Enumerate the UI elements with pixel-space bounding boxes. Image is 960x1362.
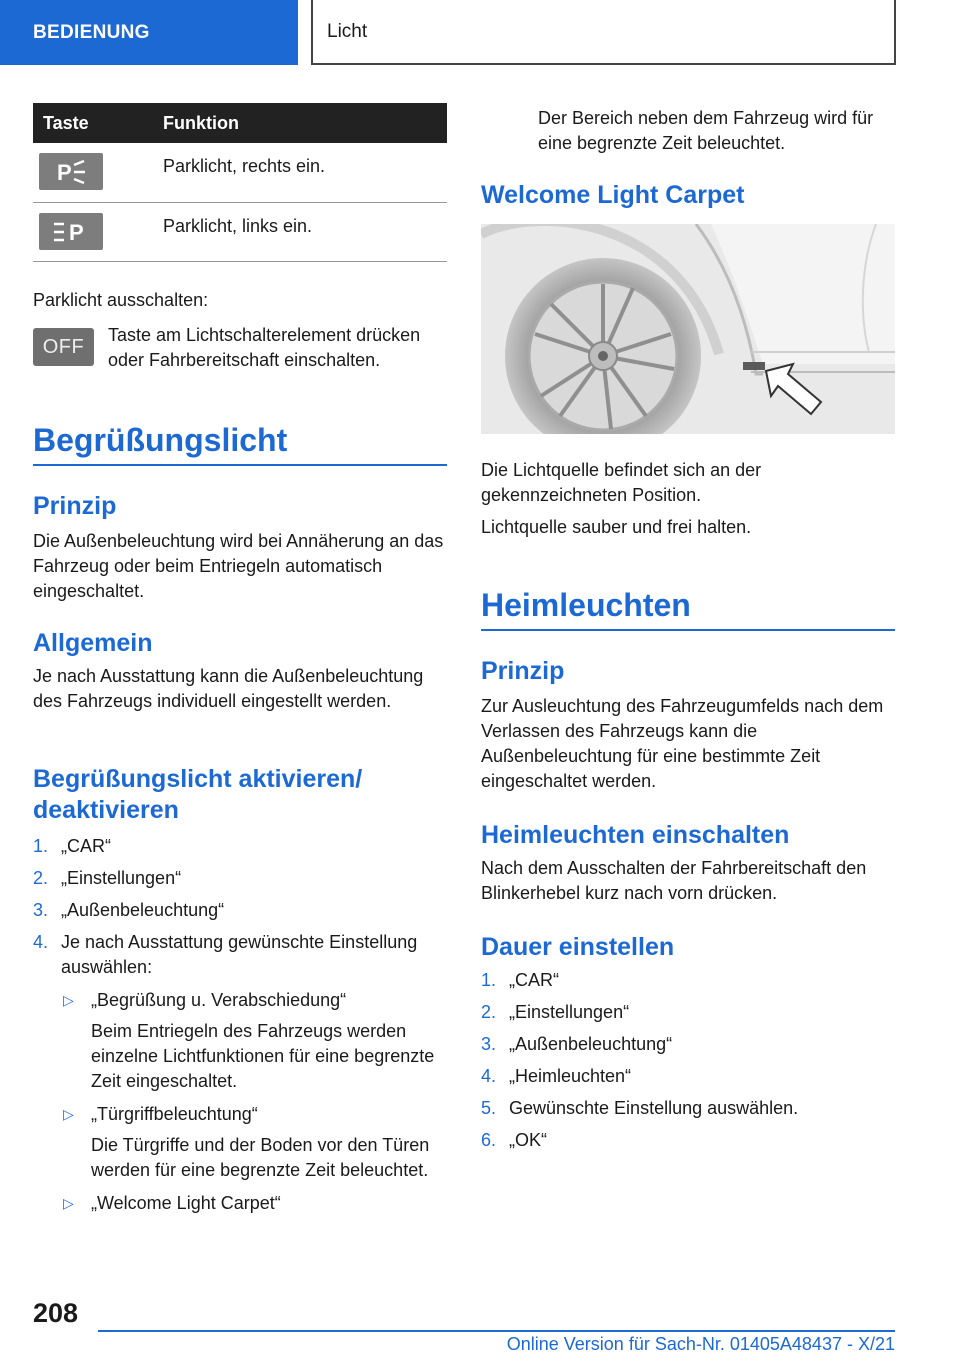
option-item: ▷ „Welcome Light Carpet“ [61,1191,447,1216]
key-function-table [33,103,447,262]
heading-rule [481,629,895,631]
clean-text: Lichtquelle sauber und frei halten. [481,517,752,537]
general-heading: Allgemein [33,629,153,657]
function-text: Parklicht, links ein. [163,216,313,236]
carpet-description: Der Bereich neben dem Fahrzeug wird für eine begrenzte Zeit beleuchtet. [538,108,874,153]
list-item: 5. Gewünschte Einstellung auswählen. [481,1098,799,1118]
page-number: 208 [33,1298,79,1328]
car-wheel-light-source-image [481,224,895,434]
carpet-heading: Welcome Light Carpet [481,181,745,209]
function-text: Parklicht, rechts ein. [163,156,326,176]
option-list [61,988,447,1216]
svg-text:P: P [57,159,72,185]
triangle-bullet-icon: ▷ [63,992,74,1008]
triangle-bullet-icon: ▷ [63,1195,74,1211]
section-tab: BEDIENUNG [0,0,298,65]
footer-rule [98,1330,895,1332]
off-key-icon: OFF [33,328,94,366]
chapter-title: Licht [311,0,896,65]
list-item: 2. „Einstellungen“ [481,1002,630,1022]
table-row [33,203,447,262]
principle-text: Die Außenbeleuchtung wird bei Annäherung an das Fahrzeug oder beim Entriegeln automatisch eingeschaltet. [33,531,444,601]
table-header [33,103,447,143]
col-key-header: Taste [43,112,89,133]
parking-off-text-line1: Taste am Lichtschalterelement drücken [108,325,421,345]
enable-text: Nach dem Ausschalten der Fahrbereitschaft den Blinkerhebel kurz nach vorn drücken. [481,858,867,903]
parking-off-label: Parklicht ausschalten: [33,290,209,310]
list-item: 1. „CAR“ [33,836,111,856]
activate-heading: Begrüßungslicht aktivieren/ deaktivieren [33,765,363,824]
option-item: ▷ „Begrüßung u. Verabschiedung“ Beim Entriegeln des Fahrzeugs werden einzelne Lichtfunktionen für eine begrenzte Zeit eingeschaltet. [63,990,435,1091]
footer-text: Online Version für Sach-Nr. 01405A48437 - X/21 [506,1334,895,1354]
list-item: 4. „Heimleuchten“ [481,1066,632,1086]
parking-light-left-icon [39,213,103,250]
principle-heading: Prinzip [481,657,565,685]
heading-rule [33,464,447,466]
home-light-heading: Heimleuchten [481,587,691,623]
table-row [33,143,447,203]
list-item: 1. „CAR“ [481,970,559,990]
list-item: 2. „Einstellungen“ [33,868,182,888]
list-item: 4. Je nach Ausstattung gewünschte Einstellung auswählen: ▷ „Begrüßung u. Verabschiedung“ Beim Entriegeln des Fahrzeugs werden einzelne Lichtfunktionen für eine begrenzte Zeit eingeschaltet. ▷ „Türgriffbeleuchtung“ Die Türgriffe und der Boden vor den Türen werden für eine begrenzte Zeit beleuchtet. ▷ „Welcome Light Carpet“ [33,930,447,1216]
duration-steps [481,968,895,1160]
principle-heading: Prinzip [33,492,117,520]
list-item: 6. „OK“ [481,1130,547,1150]
enable-heading: Heimleuchten einschalten [481,821,790,849]
welcome-light-heading: Begrüßungslicht [33,422,288,458]
triangle-bullet-icon: ▷ [63,1106,74,1122]
principle-text: Zur Ausleuchtung des Fahrzeugumfelds nach dem Verlassen des Fahrzeugs kann die Außenbeleuchtung für eine bestimmte Zeit eingeschaltet werden. [481,696,884,791]
general-text: Je nach Ausstattung kann die Außenbeleuchtung des Fahrzeugs individuell eingestellt werden. [33,666,424,711]
duration-heading: Dauer einstellen [481,933,675,961]
source-text: Die Lichtquelle befindet sich an der gekennzeichneten Position. [481,460,762,505]
parking-light-right-icon [39,153,103,190]
parking-off-text-line2: oder Fahrbereitschaft einschalten. [108,350,381,370]
svg-text:P: P [69,219,84,245]
activate-steps [33,834,447,1224]
col-function-header: Funktion [163,112,239,133]
list-item: 3. „Außenbeleuchtung“ [481,1034,673,1054]
list-item: 3. „Außenbeleuchtung“ [33,900,225,920]
option-item: ▷ „Türgriffbeleuchtung“ Die Türgriffe und der Boden vor den Türen werden für eine begrenzte Zeit beleuchtet. [63,1104,430,1180]
